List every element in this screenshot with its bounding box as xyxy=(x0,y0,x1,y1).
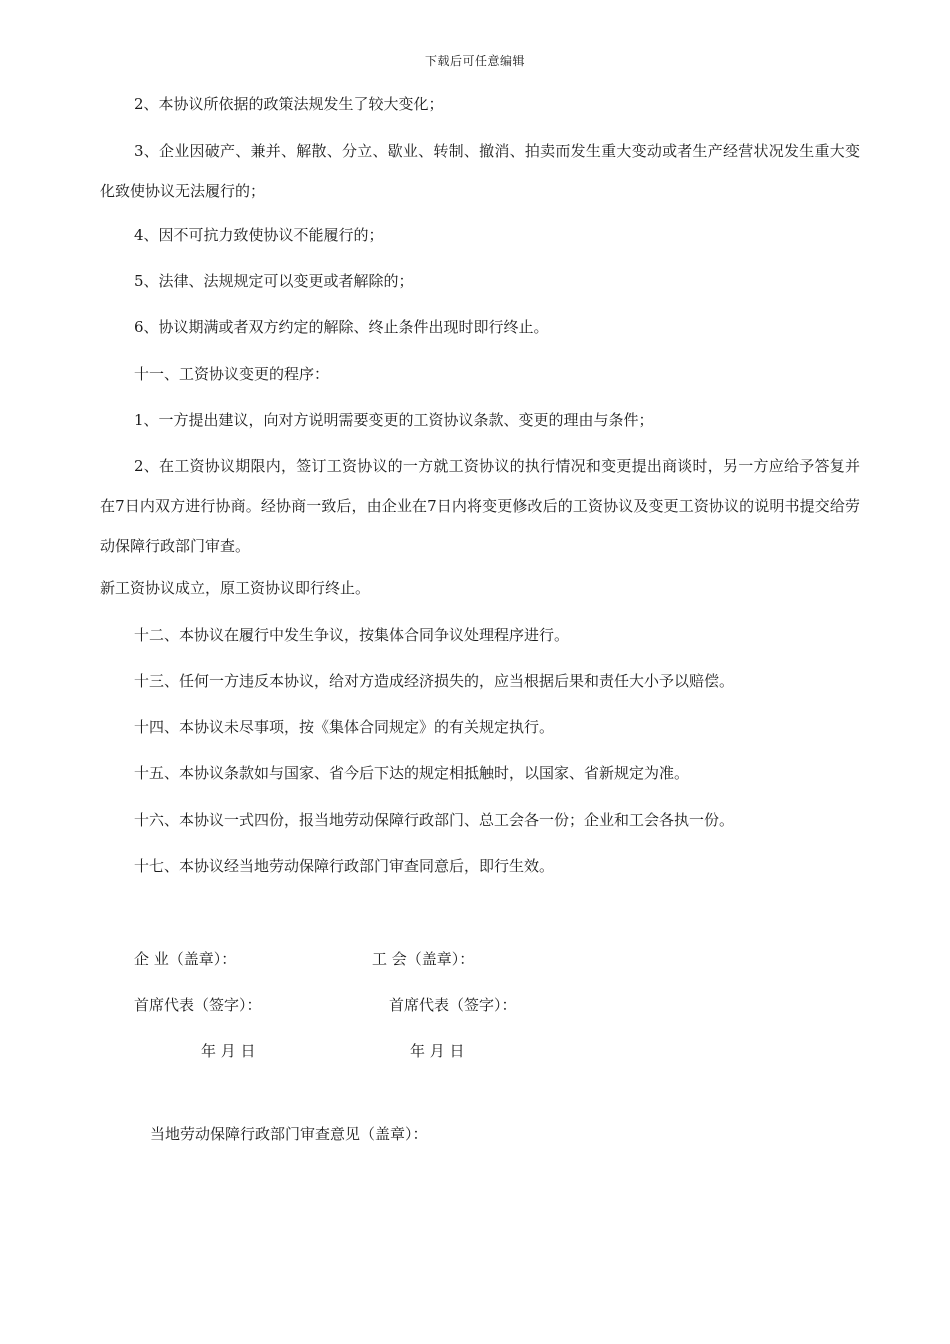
authority-review-label: 当地劳动保障行政部门审查意见（盖章）： xyxy=(150,1125,428,1143)
clause-14: 十四、本协议未尽事项，按《集体合同规定》的有关规定执行。 xyxy=(134,718,555,736)
clause-10-item-5: 5、法律、法规规定可以变更或者解除的； xyxy=(134,272,414,290)
clause-13: 十三、任何一方违反本协议，给对方造成经济损失的，应当根据后果和责任大小予以赔偿。 xyxy=(134,672,735,690)
enterprise-date-label: 年 月 日 xyxy=(201,1042,256,1060)
clause-16: 十六、本协议一式四份，报当地劳动保障行政部门、总工会各一份；企业和工会各执一份。 xyxy=(134,811,735,829)
union-date-label: 年 月 日 xyxy=(410,1042,465,1060)
union-seal-label: 工 会（盖章）： xyxy=(372,950,475,968)
clause-12: 十二、本协议在履行中发生争议，按集体合同争议处理程序进行。 xyxy=(134,626,570,644)
clause-15: 十五、本协议条款如与国家、省今后下达的规定相抵触时，以国家、省新规定为准。 xyxy=(134,764,690,782)
clause-17: 十七、本协议经当地劳动保障行政部门审查同意后，即行生效。 xyxy=(134,857,555,875)
clause-11-note: 新工资协议成立，原工资协议即行终止。 xyxy=(100,579,371,597)
clause-11-item-2: 2、在工资协议期限内，签订工资协议的一方就工资协议的执行情况和变更提出商谈时，另一方应给予答复并在7日内双方进行协商。经协商一致后，由企业在7日内将变更修改后的工资协议及变更工资协议的说明书提交给劳动保障行政部门审查。 xyxy=(100,457,860,555)
clause-11-item-1: 1、一方提出建议，向对方说明需要变更的工资协议条款、变更的理由与条件； xyxy=(134,411,654,429)
clause-10-item-4: 4、因不可抗力致使协议不能履行的； xyxy=(134,226,384,244)
clause-10-item-3: 3、企业因破产、兼并、解散、分立、歇业、转制、撤消、拍卖而发生重大变动或者生产经营状况发生重大变化致使协议无法履行的； xyxy=(100,142,860,200)
clause-10-item-6: 6、协议期满或者双方约定的解除、终止条件出现时即行终止。 xyxy=(134,318,549,336)
clause-10-item-2: 2、本协议所依据的政策法规发生了较大变化； xyxy=(134,95,444,113)
clause-11-heading: 十一、工资协议变更的程序： xyxy=(134,365,330,383)
enterprise-rep-label: 首席代表（签字）： xyxy=(134,996,262,1014)
enterprise-seal-label: 企 业（盖章）： xyxy=(134,950,237,968)
union-rep-label: 首席代表（签字）： xyxy=(389,996,517,1014)
page-header: 下载后可任意编辑 xyxy=(424,54,525,68)
